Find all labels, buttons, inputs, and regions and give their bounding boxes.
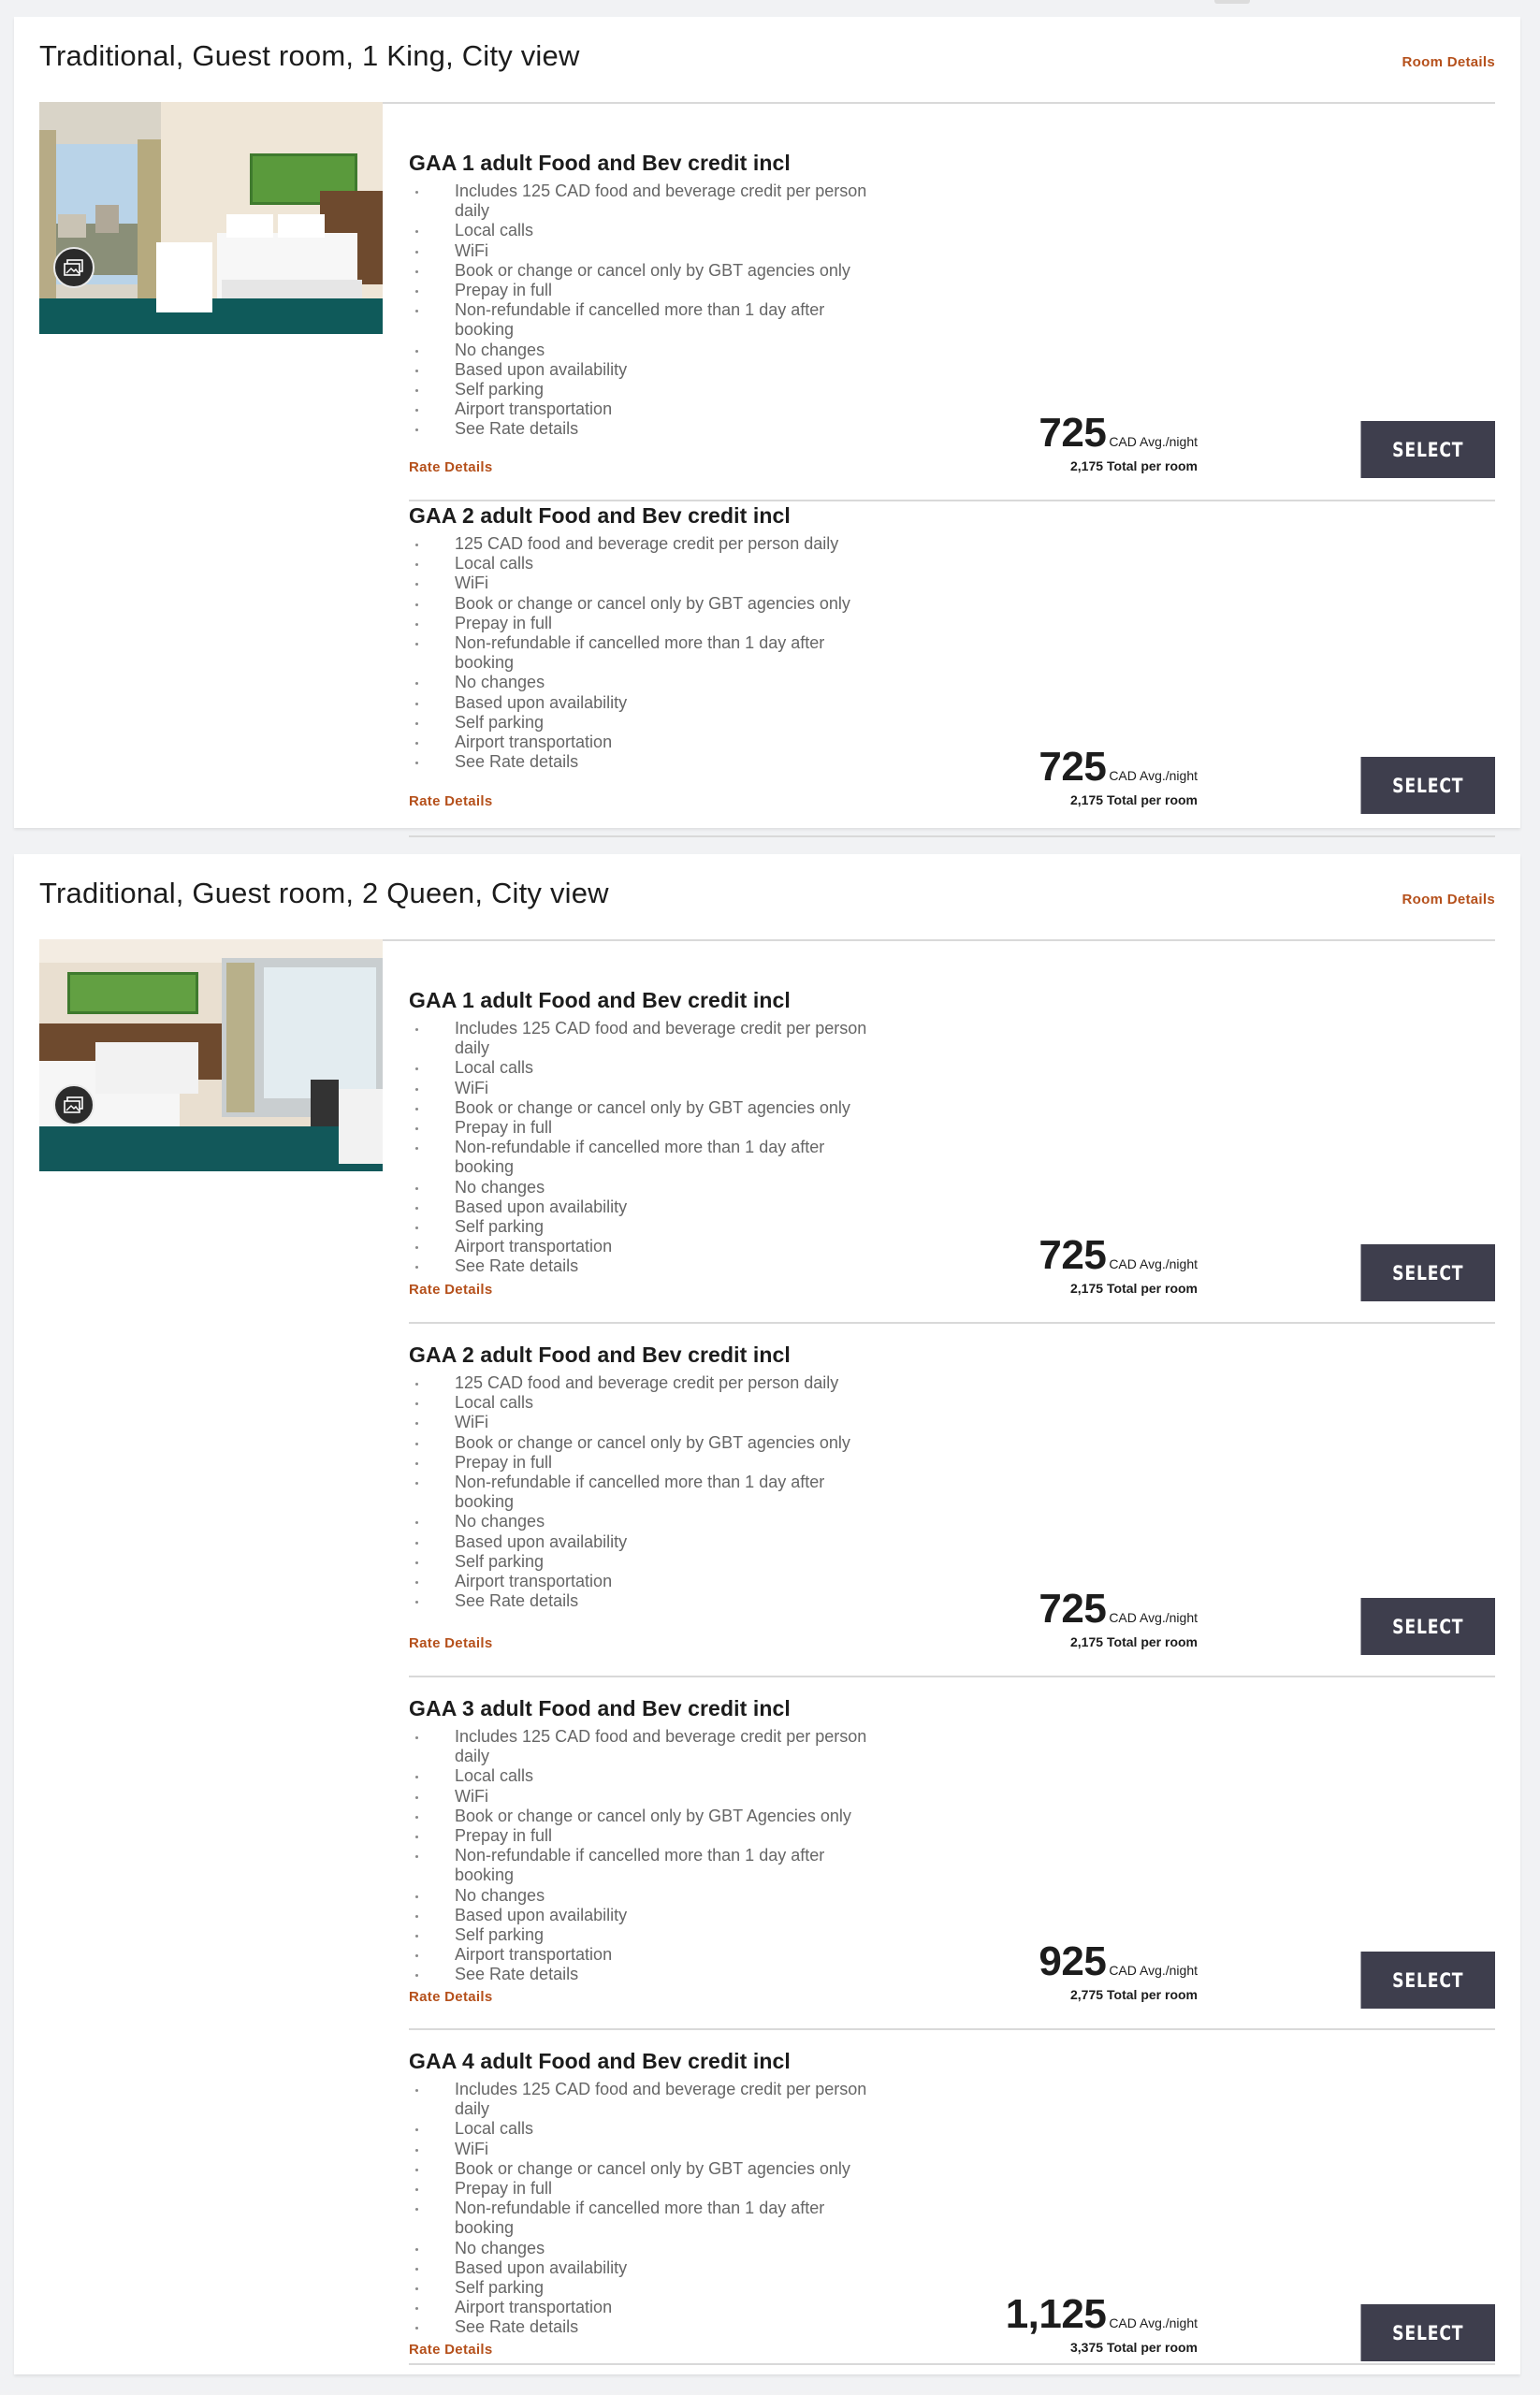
rate-feature: No changes	[409, 1178, 877, 1198]
total-amount: 2,775	[1069, 1987, 1104, 2002]
rate-features-list	[409, 1727, 877, 1985]
room-details-link[interactable]: Room Details	[1402, 892, 1495, 907]
total-label: Total per room	[1107, 2340, 1198, 2355]
rate-name: GAA 2 adult Food and Bev credit incl	[409, 1343, 791, 1367]
rate-feature: Book or change or cancel only by GBT agencies only	[409, 261, 877, 281]
rate-feature: 125 CAD food and beverage credit per person daily	[409, 534, 877, 554]
rate-feature: No changes	[409, 2239, 877, 2258]
price-block	[973, 1938, 1198, 2002]
rate-option	[409, 1343, 1495, 1677]
rate-feature: Local calls	[409, 554, 877, 573]
rate-feature: No changes	[409, 1886, 877, 1906]
price-block	[973, 744, 1198, 807]
room-title: Traditional, Guest room, 1 King, City view	[39, 39, 580, 72]
price-unit: CAD Avg./night	[1109, 1963, 1198, 1978]
select-button[interactable]: SELECT	[1361, 1952, 1496, 2009]
price-unit: CAD Avg./night	[1109, 434, 1198, 449]
rate-features-list	[409, 2080, 877, 2338]
rate-feature: Includes 125 CAD food and beverage credit per person daily	[409, 2080, 877, 2119]
rate-name: GAA 3 adult Food and Bev credit incl	[409, 1696, 791, 1720]
rate-feature: See Rate details	[409, 1965, 877, 1984]
room-details-link[interactable]: Room Details	[1402, 54, 1495, 70]
price-block	[973, 410, 1198, 473]
total-amount: 3,375	[1069, 2340, 1104, 2355]
price-amount: 1,125	[1005, 2291, 1107, 2337]
price-block	[973, 1232, 1198, 1296]
select-button[interactable]: SELECT	[1361, 421, 1496, 478]
rate-feature: Self parking	[409, 1925, 877, 1945]
rate-feature: WiFi	[409, 573, 877, 593]
rate-feature: Based upon availability	[409, 360, 877, 380]
rate-name: GAA 1 adult Food and Bev credit incl	[409, 988, 791, 1012]
rate-name: GAA 4 adult Food and Bev credit incl	[409, 2049, 791, 2073]
rate-feature: Based upon availability	[409, 1906, 877, 1925]
total-amount: 2,175	[1069, 458, 1104, 473]
price-block	[973, 2291, 1198, 2355]
rate-feature: See Rate details	[409, 1256, 877, 1276]
rate-feature: Airport transportation	[409, 733, 877, 752]
select-button[interactable]: SELECT	[1361, 2304, 1496, 2361]
rate-feature: Book or change or cancel only by GBT Agencies only	[409, 1807, 877, 1826]
room-card	[14, 17, 1520, 828]
rate-feature: WiFi	[409, 2140, 877, 2159]
rate-feature: Prepay in full	[409, 1118, 877, 1138]
rate-feature: Non-refundable if cancelled more than 1 day after booking	[409, 633, 877, 673]
rate-feature: See Rate details	[409, 752, 877, 772]
rate-details-link[interactable]: Rate Details	[409, 1989, 493, 2005]
rate-feature: Prepay in full	[409, 1826, 877, 1846]
gallery-icon[interactable]	[53, 1084, 94, 1125]
rate-name: GAA 1 adult Food and Bev credit incl	[409, 151, 791, 175]
rate-features-list	[409, 1373, 877, 1611]
rate-feature: Book or change or cancel only by GBT agencies only	[409, 2159, 877, 2179]
rate-name: GAA 2 adult Food and Bev credit incl	[409, 503, 791, 528]
rate-feature: Based upon availability	[409, 2258, 877, 2278]
select-button[interactable]: SELECT	[1361, 1598, 1496, 1655]
rate-features-list	[409, 534, 877, 772]
rate-feature: Self parking	[409, 2278, 877, 2298]
rate-feature: Non-refundable if cancelled more than 1 day after booking	[409, 1846, 877, 1885]
rate-feature: Airport transportation	[409, 399, 877, 419]
rate-details-link[interactable]: Rate Details	[409, 793, 493, 809]
room-photo[interactable]	[39, 102, 383, 334]
rate-feature: Based upon availability	[409, 1532, 877, 1552]
room-card	[14, 854, 1520, 2374]
price-unit: CAD Avg./night	[1109, 2315, 1198, 2330]
price-amount: 725	[1039, 1232, 1107, 1278]
rate-feature: Local calls	[409, 221, 877, 240]
rate-feature: Book or change or cancel only by GBT agencies only	[409, 1098, 877, 1118]
select-button[interactable]: SELECT	[1361, 1244, 1496, 1301]
rate-feature: See Rate details	[409, 419, 877, 439]
rate-feature: Includes 125 CAD food and beverage credit per person daily	[409, 181, 877, 221]
rate-feature: Airport transportation	[409, 2298, 877, 2317]
rate-features-list	[409, 181, 877, 440]
rate-feature: Prepay in full	[409, 2179, 877, 2199]
rate-feature: See Rate details	[409, 1591, 877, 1611]
rate-feature: 125 CAD food and beverage credit per person daily	[409, 1373, 877, 1393]
rate-feature: Local calls	[409, 1058, 877, 1078]
rate-feature: Self parking	[409, 380, 877, 399]
rate-feature: Based upon availability	[409, 693, 877, 713]
rate-feature: Based upon availability	[409, 1198, 877, 1217]
rate-feature: Prepay in full	[409, 281, 877, 300]
rate-features-list	[409, 1019, 877, 1277]
rate-feature: Non-refundable if cancelled more than 1 day after booking	[409, 300, 877, 340]
room-title: Traditional, Guest room, 2 Queen, City view	[39, 877, 609, 909]
rate-feature: Self parking	[409, 713, 877, 733]
select-button[interactable]: SELECT	[1361, 757, 1496, 814]
price-amount: 725	[1039, 410, 1107, 456]
price-unit: CAD Avg./night	[1109, 1256, 1198, 1271]
rate-feature: See Rate details	[409, 2317, 877, 2337]
price-amount: 725	[1039, 744, 1107, 790]
total-amount: 2,175	[1069, 792, 1104, 807]
rate-option	[409, 1677, 1495, 2030]
rate-feature: Prepay in full	[409, 614, 877, 633]
rate-option	[409, 503, 1495, 837]
total-label: Total per room	[1107, 1634, 1198, 1649]
rate-feature: WiFi	[409, 1079, 877, 1098]
rate-option	[409, 988, 1495, 1324]
rate-feature: Includes 125 CAD food and beverage credit per person daily	[409, 1019, 877, 1058]
rate-feature: No changes	[409, 1512, 877, 1531]
rate-feature: Book or change or cancel only by GBT agencies only	[409, 594, 877, 614]
rate-feature: Local calls	[409, 1766, 877, 1786]
rate-feature: Airport transportation	[409, 1237, 877, 1256]
rate-feature: Local calls	[409, 1393, 877, 1413]
price-amount: 725	[1039, 1586, 1107, 1632]
price-unit: CAD Avg./night	[1109, 768, 1198, 783]
rate-feature: WiFi	[409, 241, 877, 261]
price-unit: CAD Avg./night	[1109, 1610, 1198, 1625]
room-photo-queen-image	[39, 939, 383, 1171]
total-label: Total per room	[1107, 792, 1198, 807]
room-header	[39, 17, 1495, 104]
rate-feature: Non-refundable if cancelled more than 1 day after booking	[409, 1138, 877, 1177]
rate-feature: Self parking	[409, 1552, 877, 1572]
total-label: Total per room	[1107, 1987, 1198, 2002]
total-label: Total per room	[1107, 1281, 1198, 1296]
scroll-sliver	[1214, 0, 1250, 4]
room-header	[39, 854, 1495, 941]
rate-feature: Non-refundable if cancelled more than 1 day after booking	[409, 2199, 877, 2238]
rate-feature: WiFi	[409, 1787, 877, 1807]
rate-feature: Book or change or cancel only by GBT agencies only	[409, 1433, 877, 1453]
gallery-icon[interactable]	[53, 247, 94, 288]
total-label: Total per room	[1107, 458, 1198, 473]
rate-feature: Prepay in full	[409, 1453, 877, 1473]
rate-option	[409, 2030, 1495, 2365]
rate-feature: No changes	[409, 341, 877, 360]
price-block	[973, 1586, 1198, 1649]
room-photo[interactable]	[39, 939, 383, 1171]
rate-feature: Includes 125 CAD food and beverage credit per person daily	[409, 1727, 877, 1766]
rate-feature: WiFi	[409, 1413, 877, 1432]
rate-feature: Self parking	[409, 1217, 877, 1237]
rate-feature: No changes	[409, 673, 877, 692]
rate-feature: Airport transportation	[409, 1572, 877, 1591]
rate-details-link[interactable]: Rate Details	[409, 1282, 493, 1298]
room-photo-king-image	[39, 102, 383, 334]
rate-option	[409, 151, 1495, 501]
total-amount: 2,175	[1069, 1634, 1104, 1649]
price-amount: 925	[1039, 1938, 1107, 1984]
rate-details-link[interactable]: Rate Details	[409, 459, 493, 475]
rate-details-link[interactable]: Rate Details	[409, 2342, 493, 2358]
rate-feature: Local calls	[409, 2119, 877, 2139]
rate-feature: Airport transportation	[409, 1945, 877, 1965]
total-amount: 2,175	[1069, 1281, 1104, 1296]
rate-feature: Non-refundable if cancelled more than 1 day after booking	[409, 1473, 877, 1512]
rate-details-link[interactable]: Rate Details	[409, 1635, 493, 1651]
